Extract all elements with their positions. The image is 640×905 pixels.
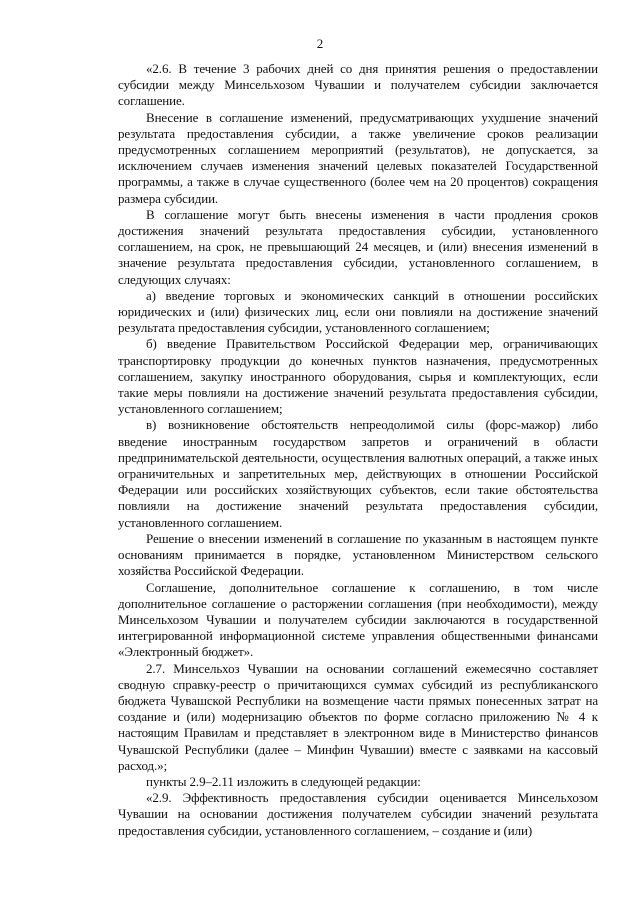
- paragraph-decision: Решение о внесении изменений в соглашение по указанным в настоящем пункте основаниям принимается в порядке, установленном Министерством сельского хозяйства Российской Федерации.: [118, 530, 598, 579]
- paragraph-amendment-cases: В соглашение могут быть внесены изменения в части продления сроков достижения значений результата предоставления субсидии, установленного соглашением, на срок, не превышающий 24 месяцев, и (или) внесения изменений в значение результата предоставления субсидии, установленного соглашением, в следующих случаях:: [118, 206, 598, 287]
- paragraph-2-7: 2.7. Минсельхоз Чувашии на основании соглашений ежемесячно составляет сводную справку-реестр о причитающихся суммах субсидий из республиканского бюджета Чувашской Республики на возмещение части прямых понесенных затрат на создание и (или) модернизацию объектов по форме согласно приложению № 4 к настоящим Правилам и представляет в электронном виде в Министерство финансов Чувашской Республики (далее – Минфин Чувашии) вместе с заявками на кассовый расход.»;: [118, 660, 598, 773]
- list-item-b: б) введение Правительством Российской Федерации мер, ограничивающих транспортировку продукции до конечных пунктов назначения, предусмотренных соглашением, закупку иностранного оборудования, сырья и комплектующих, если такие меры повлияли на достижение значений результата предоставления субсидии, установленного соглашением;: [118, 336, 598, 417]
- page-number: 2: [316, 36, 324, 51]
- list-item-a: а) введение торговых и экономических санкций в отношении российских юридических и (или) физических лиц, если они повлияли на достижение значений результата предоставления субсидии, установленного соглашением;: [118, 287, 598, 336]
- paragraph-amend-instruction: пункты 2.9–2.11 изложить в следующей редакции:: [146, 773, 421, 789]
- document-body: [118, 61, 598, 839]
- paragraph-electronic-budget: Соглашение, дополнительное соглашение к соглашению, в том числе дополнительное соглашение о расторжении соглашения (при необходимости), между Минсельхозом Чувашии и получателем субсидии заключаются в государственной интегрированной информационной системе управления общественными финансами «Электронный бюджет».: [118, 579, 598, 660]
- list-item-v: в) возникновение обстоятельств непреодолимой силы (форс-мажор) либо введение иностранным государством запретов и ограничений в области предпринимательской деятельности, осуществления валютных операций, а также иных ограничительных и запретительных мер, действующих в отношении Российской Федерации или российских хозяйствующих субъектов, если такие обстоятельства повлияли на достижение значений результата предоставления субсидии, установленного соглашением.: [118, 417, 598, 530]
- paragraph-amendment-restriction: Внесение в соглашение изменений, предусматривающих ухудшение значений результата предоставления субсидии, а также увеличение сроков реализации предусмотренных соглашением мероприятий (результатов), не допускается, за исключением случаев изменения значений целевых показателей Государственной программы, а также в случае существенного (более чем на 20 процентов) сокращения размера субсидии.: [118, 109, 598, 206]
- paragraph-2-9: «2.9. Эффективность предоставления субсидии оценивается Минсельхозом Чувашии на основании достижения получателем субсидии значений результата предоставления субсидии, установленного соглашением, – создание и (или): [118, 790, 598, 838]
- paragraph-2-6: «2.6. В течение 3 рабочих дней со дня принятия решения о предоставлении субсидии между Минсельхозом Чувашии и получателем субсидии заключается соглашение.: [118, 61, 598, 109]
